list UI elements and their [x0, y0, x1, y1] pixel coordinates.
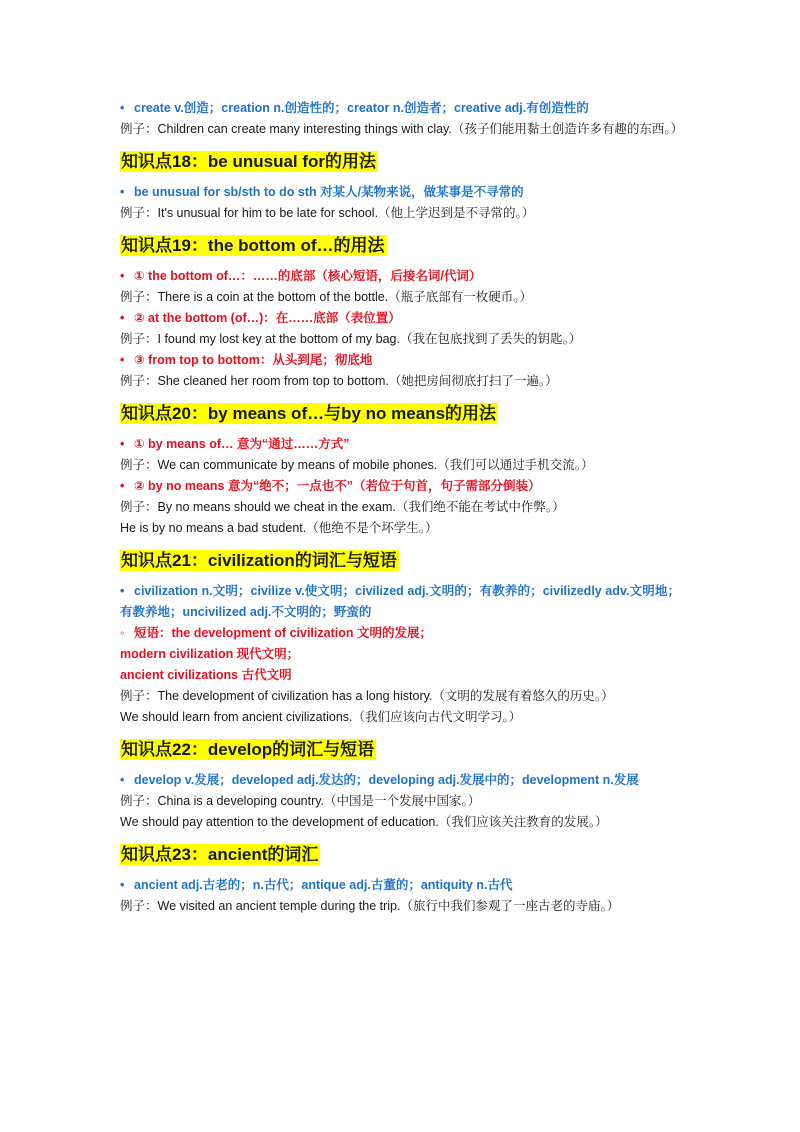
line-text: ① the bottom of…：……的底部（核心短语，后接名词/代词）	[134, 269, 482, 283]
example-line	[120, 812, 680, 833]
section-heading	[120, 234, 680, 258]
section-heading	[120, 402, 680, 426]
line-text: civilization n.文明；civilize v.使文明；civilized adj.文明的；有教养的；civilizedly adv.文明地；有教养地；uncivilized adj.不文明的；野蛮的	[120, 584, 680, 619]
vocab-line	[120, 182, 680, 203]
line-text: ancient adj.古老的；n.古代；antique adj.古董的；antiquity n.古代	[134, 878, 513, 892]
line-text: ① by means of… 意为“通过……方式”	[134, 437, 350, 451]
example-line	[120, 371, 680, 392]
section-heading-text: 知识点23：ancient的词汇	[121, 845, 319, 864]
example-line	[120, 497, 680, 518]
vocab-line	[120, 665, 680, 686]
bullet-icon: •	[120, 773, 125, 787]
line-text: 例子：The development of civilization has a long history.（文明的发展有着悠久的历史。）	[120, 689, 614, 703]
bullet-icon: ◦	[120, 626, 125, 640]
line-text: 短语：the development of civilization 文明的发展；	[134, 626, 432, 640]
example-line	[120, 119, 684, 140]
bullet-icon: •	[120, 101, 125, 115]
bullet-icon: •	[120, 311, 125, 325]
section-heading-text: 知识点18：be unusual for的用法	[121, 152, 377, 171]
line-text: 例子：She cleaned her room from top to bottom.（她把房间彻底打扫了一遍。）	[120, 374, 558, 388]
line-text: create v.创造；creation n.创造性的；creator n.创造者；creative adj.有创造性的	[134, 101, 589, 115]
vocab-line	[120, 581, 680, 623]
line-text: 例子：China is a developing country.（中国是一个发展中国家。）	[120, 794, 481, 808]
vocab-line	[120, 623, 680, 644]
line-text: 例子：We can communicate by means of mobile phones.（我们可以通过手机交流。）	[120, 458, 594, 472]
bullet-icon: •	[120, 437, 125, 451]
vocab-line	[120, 875, 680, 896]
section-heading	[120, 150, 680, 174]
section-heading	[120, 843, 680, 867]
example-line	[120, 707, 680, 728]
example-line	[120, 791, 680, 812]
line-text: 例子：There is a coin at the bottom of the bottle.（瓶子底部有一枚硬币。）	[120, 290, 532, 304]
line-text: 例子：I found my lost key at the bottom of my bag.（我在包底找到了丢失的钥匙。）	[120, 332, 582, 346]
line-text: We should learn from ancient civilizations.（我们应该向古代文明学习。）	[120, 710, 522, 724]
section-heading-text: 知识点22：develop的词汇与短语	[121, 740, 375, 759]
vocab-line	[120, 266, 680, 287]
line-text: ③ from top to bottom：从头到尾；彻底地	[134, 353, 373, 367]
section-heading-text: 知识点21：civilization的词汇与短语	[121, 551, 397, 570]
section-heading-text: 知识点19：the bottom of…的用法	[121, 236, 385, 255]
line-text: We should pay attention to the development of education.（我们应该关注教育的发展。）	[120, 815, 608, 829]
vocab-line	[120, 476, 680, 497]
vocab-line	[120, 308, 680, 329]
line-text: 例子：It's unusual for him to be late for school.（他上学迟到是不寻常的。）	[120, 206, 535, 220]
vocab-line	[120, 350, 680, 371]
line-text: be unusual for sb/sth to do sth 对某人/某物来说，做某事是不寻常的	[134, 185, 524, 199]
line-text: modern civilization 现代文明；	[120, 647, 300, 661]
line-text: 例子：Children can create many interesting things with clay.（孩子们能用黏土创造许多有趣的东西。）	[120, 122, 684, 136]
bullet-icon: •	[120, 584, 125, 598]
line-text: 例子：We visited an ancient temple during the trip.（旅行中我们参观了一座古老的寺庙。）	[120, 899, 620, 913]
line-text: 例子：By no means should we cheat in the exam.（我们绝不能在考试中作弊。）	[120, 500, 565, 514]
line-text: ② by no means 意为“绝不；一点也不”（若位于句首，句子需部分倒装）	[134, 479, 541, 493]
line-text: ancient civilizations 古代文明	[120, 668, 292, 682]
bullet-icon: •	[120, 353, 125, 367]
vocab-line	[120, 644, 680, 665]
vocab-line	[120, 770, 680, 791]
example-line	[120, 203, 680, 224]
bullet-icon: •	[120, 878, 125, 892]
example-line	[120, 329, 680, 350]
example-line	[120, 518, 680, 539]
example-line	[120, 686, 680, 707]
document-page	[120, 98, 684, 917]
section-heading	[120, 738, 680, 762]
line-text: ② at the bottom (of…)：在……底部（表位置）	[134, 311, 401, 325]
bullet-icon: •	[120, 269, 125, 283]
example-line	[120, 896, 680, 917]
section-heading-text: 知识点20：by means of…与by no means的用法	[121, 404, 497, 423]
example-line	[120, 455, 680, 476]
vocab-line	[120, 434, 680, 455]
bullet-icon: •	[120, 185, 125, 199]
section-heading	[120, 549, 680, 573]
line-text: develop v.发展；developed adj.发达的；developing adj.发展中的；development n.发展	[134, 773, 639, 787]
vocab-line	[120, 98, 680, 119]
line-text: He is by no means a bad student.（他绝不是个坏学生。）	[120, 521, 438, 535]
example-line	[120, 287, 680, 308]
bullet-icon: •	[120, 479, 125, 493]
